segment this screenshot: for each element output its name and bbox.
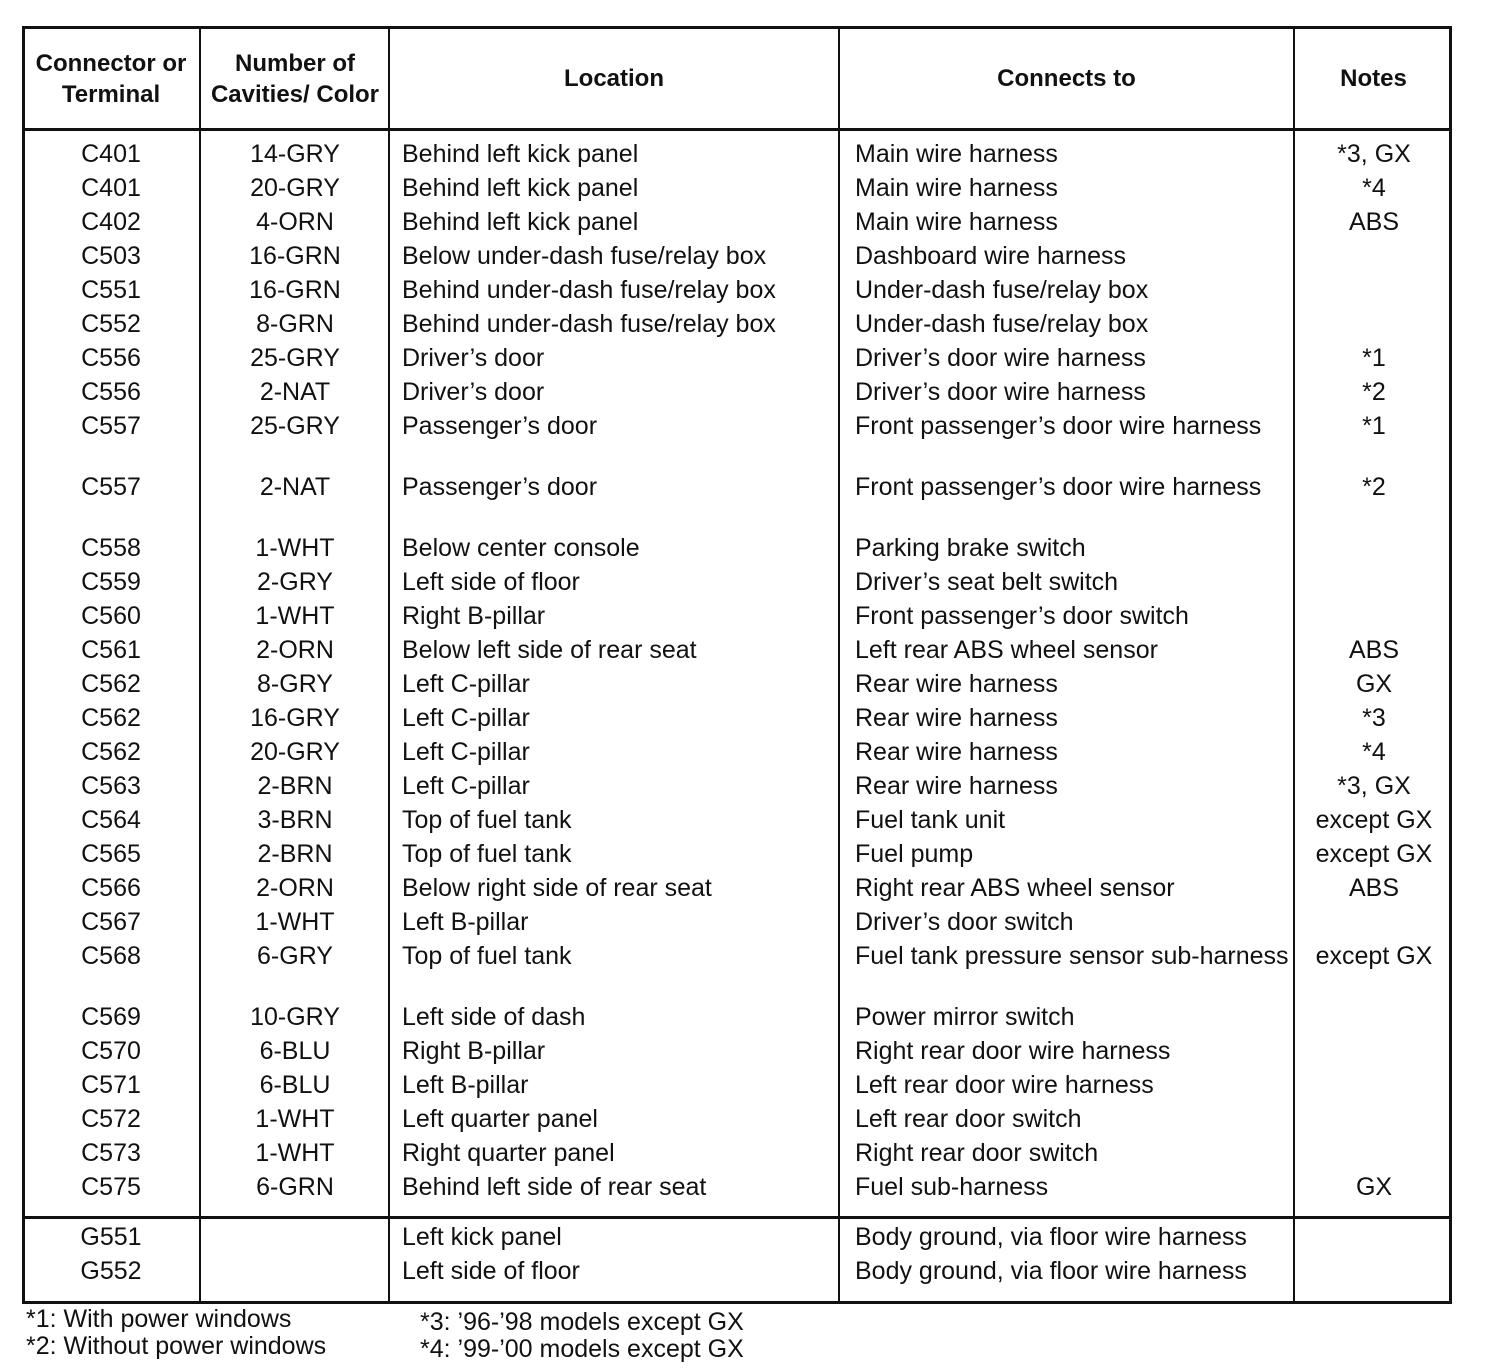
- notes-cell: *2: [1362, 473, 1386, 501]
- connector-cell: C561: [81, 636, 141, 664]
- cavities-cell: 2-NAT: [259, 378, 331, 406]
- location-cell: Below center console: [402, 534, 640, 562]
- footnote: *4: ’99-’00 models except GX: [420, 1335, 744, 1363]
- connects-to-cell: Under-dash fuse/relay box: [855, 310, 1149, 338]
- location-cell: Left side of floor: [402, 1257, 580, 1285]
- connects-to-cell: Main wire harness: [855, 208, 1058, 236]
- connects-to-cell: Right rear door wire harness: [855, 1037, 1171, 1065]
- connects-to-cell: Power mirror switch: [855, 1003, 1075, 1031]
- notes-cell: *3, GX: [1337, 772, 1411, 800]
- connector-cell: C401: [81, 174, 141, 202]
- connector-cell: C569: [81, 1003, 141, 1031]
- cavities-cell: 6-BLU: [259, 1071, 331, 1099]
- connector-cell: C575: [81, 1173, 141, 1201]
- location-cell: Below right side of rear seat: [402, 874, 712, 902]
- connector-cell: C566: [81, 874, 141, 902]
- connector-cell: C572: [81, 1105, 141, 1133]
- notes-cell: *4: [1362, 174, 1386, 202]
- connector-cell: C559: [81, 568, 141, 596]
- notes-cell: *3, GX: [1337, 140, 1411, 168]
- location-cell: Top of fuel tank: [402, 840, 572, 868]
- connector-cell: C573: [81, 1139, 141, 1167]
- connects-to-cell: Driver’s seat belt switch: [855, 568, 1119, 596]
- cavities-cell: 1-WHT: [255, 1139, 335, 1167]
- connector-cell: C563: [81, 772, 141, 800]
- connects-to-cell: Front passenger’s door wire harness: [855, 473, 1262, 501]
- cavities-cell: 2-BRN: [257, 772, 333, 800]
- location-cell: Left quarter panel: [402, 1105, 598, 1133]
- cavities-cell: 25-GRY: [250, 412, 340, 440]
- header-cavities: Number of Cavities/ Color: [210, 49, 380, 108]
- connects-to-cell: Main wire harness: [855, 140, 1058, 168]
- cavities-cell: 2-ORN: [256, 874, 334, 902]
- location-cell: Top of fuel tank: [402, 942, 572, 970]
- location-cell: Right B-pillar: [402, 602, 546, 630]
- cavities-cell: 8-GRY: [257, 670, 333, 698]
- connects-to-cell: Fuel sub-harness: [855, 1173, 1049, 1201]
- location-cell: Driver’s door: [402, 344, 545, 372]
- connects-to-cell: Driver’s door wire harness: [855, 344, 1146, 372]
- location-cell: Left kick panel: [402, 1223, 562, 1251]
- connector-cell: C401: [81, 140, 141, 168]
- footnote: *1: With power windows: [26, 1305, 292, 1333]
- location-cell: Behind left side of rear seat: [402, 1173, 707, 1201]
- notes-cell: ABS: [1348, 874, 1400, 902]
- connects-to-cell: Fuel tank unit: [855, 806, 1006, 834]
- location-cell: Left C-pillar: [402, 772, 530, 800]
- location-cell: Behind left kick panel: [402, 208, 639, 236]
- connector-cell: C551: [81, 276, 141, 304]
- connector-cell: C568: [81, 942, 141, 970]
- connects-to-cell: Body ground, via floor wire harness: [855, 1257, 1247, 1285]
- connects-to-cell: Driver’s door switch: [855, 908, 1074, 936]
- connects-to-cell: Under-dash fuse/relay box: [855, 276, 1149, 304]
- footnote: *3: ’96-’98 models except GX: [420, 1308, 744, 1336]
- notes-cell: *1: [1362, 412, 1386, 440]
- location-cell: Behind under-dash fuse/relay box: [402, 276, 776, 304]
- cavities-cell: 1-WHT: [255, 602, 335, 630]
- cavities-cell: 1-WHT: [255, 1105, 335, 1133]
- cavities-cell: 6-BLU: [259, 1037, 331, 1065]
- location-cell: Left side of dash: [402, 1003, 586, 1031]
- connector-cell: C564: [81, 806, 141, 834]
- connector-cell: C562: [81, 738, 141, 766]
- connector-cell: C556: [81, 378, 141, 406]
- notes-cell: ABS: [1348, 208, 1400, 236]
- cavities-cell: 2-BRN: [257, 840, 333, 868]
- cavities-cell: 10-GRY: [250, 1003, 340, 1031]
- location-cell: Behind left kick panel: [402, 140, 639, 168]
- connector-cell: C503: [81, 242, 141, 270]
- cavities-cell: 1-WHT: [255, 908, 335, 936]
- cavities-cell: 2-ORN: [256, 636, 334, 664]
- cavities-cell: 16-GRN: [249, 242, 341, 270]
- footnote: *2: Without power windows: [26, 1332, 327, 1360]
- notes-cell: ABS: [1348, 636, 1400, 664]
- connects-to-cell: Rear wire harness: [855, 670, 1058, 698]
- connects-to-cell: Driver’s door wire harness: [855, 378, 1146, 406]
- notes-cell: GX: [1355, 1173, 1393, 1201]
- connector-cell: C570: [81, 1037, 141, 1065]
- location-cell: Below under-dash fuse/relay box: [402, 242, 767, 270]
- notes-cell: *2: [1362, 378, 1386, 406]
- notes-cell: except GX: [1315, 942, 1433, 970]
- cavities-cell: 4-ORN: [256, 208, 334, 236]
- connects-to-cell: Left rear door wire harness: [855, 1071, 1154, 1099]
- connector-cell: C402: [81, 208, 141, 236]
- column-divider: [388, 26, 390, 1304]
- cavities-cell: 6-GRY: [257, 942, 333, 970]
- connector-cell: G552: [80, 1257, 142, 1285]
- connects-to-cell: Fuel tank pressure sensor sub-harness: [855, 942, 1289, 970]
- cavities-cell: 16-GRN: [249, 276, 341, 304]
- notes-cell: GX: [1355, 670, 1393, 698]
- connects-to-cell: Front passenger’s door switch: [855, 602, 1189, 630]
- connector-cell: C565: [81, 840, 141, 868]
- notes-cell: *3: [1362, 704, 1386, 732]
- ground-group-divider: [22, 1216, 1452, 1219]
- connector-cell: C562: [81, 704, 141, 732]
- connector-cell: C557: [81, 473, 141, 501]
- connector-cell: C560: [81, 602, 141, 630]
- location-cell: Left C-pillar: [402, 738, 530, 766]
- column-divider: [838, 26, 840, 1304]
- cavities-cell: 2-GRY: [257, 568, 333, 596]
- location-cell: Left C-pillar: [402, 670, 530, 698]
- notes-cell: *4: [1362, 738, 1386, 766]
- location-cell: Left B-pillar: [402, 908, 529, 936]
- connects-to-cell: Dashboard wire harness: [855, 242, 1126, 270]
- connects-to-cell: Rear wire harness: [855, 772, 1058, 800]
- cavities-cell: 1-WHT: [255, 534, 335, 562]
- connects-to-cell: Right rear ABS wheel sensor: [855, 874, 1175, 902]
- location-cell: Passenger’s door: [402, 473, 598, 501]
- notes-cell: *1: [1362, 344, 1386, 372]
- header-divider: [22, 128, 1452, 131]
- header-connects-to: Connects to: [997, 65, 1136, 92]
- connector-cell: C571: [81, 1071, 141, 1099]
- cavities-cell: 8-GRN: [256, 310, 334, 338]
- location-cell: Top of fuel tank: [402, 806, 572, 834]
- cavities-cell: 20-GRY: [250, 738, 340, 766]
- cavities-cell: 25-GRY: [250, 344, 340, 372]
- connector-cell: C562: [81, 670, 141, 698]
- connects-to-cell: Parking brake switch: [855, 534, 1086, 562]
- connects-to-cell: Rear wire harness: [855, 738, 1058, 766]
- connects-to-cell: Left rear ABS wheel sensor: [855, 636, 1158, 664]
- location-cell: Right quarter panel: [402, 1139, 615, 1167]
- column-divider: [1293, 26, 1295, 1304]
- cavities-cell: 14-GRY: [250, 140, 340, 168]
- connects-to-cell: Body ground, via floor wire harness: [855, 1223, 1247, 1251]
- cavities-cell: 3-BRN: [257, 806, 333, 834]
- location-cell: Passenger’s door: [402, 412, 598, 440]
- cavities-cell: 20-GRY: [250, 174, 340, 202]
- location-cell: Behind under-dash fuse/relay box: [402, 310, 776, 338]
- connects-to-cell: Rear wire harness: [855, 704, 1058, 732]
- connects-to-cell: Left rear door switch: [855, 1105, 1082, 1133]
- connector-cell: C557: [81, 412, 141, 440]
- connector-cell: G551: [80, 1223, 142, 1251]
- cavities-cell: 6-GRN: [256, 1173, 334, 1201]
- location-cell: Right B-pillar: [402, 1037, 546, 1065]
- location-cell: Driver’s door: [402, 378, 545, 406]
- connector-cell: C558: [81, 534, 141, 562]
- header-location: Location: [564, 65, 664, 92]
- connector-cell: C552: [81, 310, 141, 338]
- connects-to-cell: Main wire harness: [855, 174, 1058, 202]
- location-cell: Below left side of rear seat: [402, 636, 697, 664]
- connector-cell: C567: [81, 908, 141, 936]
- location-cell: Left C-pillar: [402, 704, 530, 732]
- location-cell: Left B-pillar: [402, 1071, 529, 1099]
- connects-to-cell: Fuel pump: [855, 840, 974, 868]
- header-connector: Connector or Terminal: [35, 49, 187, 108]
- location-cell: Behind left kick panel: [402, 174, 639, 202]
- notes-cell: except GX: [1315, 806, 1433, 834]
- location-cell: Left side of floor: [402, 568, 580, 596]
- connects-to-cell: Front passenger’s door wire harness: [855, 412, 1262, 440]
- header-notes: Notes: [1340, 65, 1407, 92]
- connector-cell: C556: [81, 344, 141, 372]
- cavities-cell: 16-GRY: [250, 704, 340, 732]
- connects-to-cell: Right rear door switch: [855, 1139, 1099, 1167]
- notes-cell: except GX: [1315, 840, 1433, 868]
- cavities-cell: 2-NAT: [259, 473, 331, 501]
